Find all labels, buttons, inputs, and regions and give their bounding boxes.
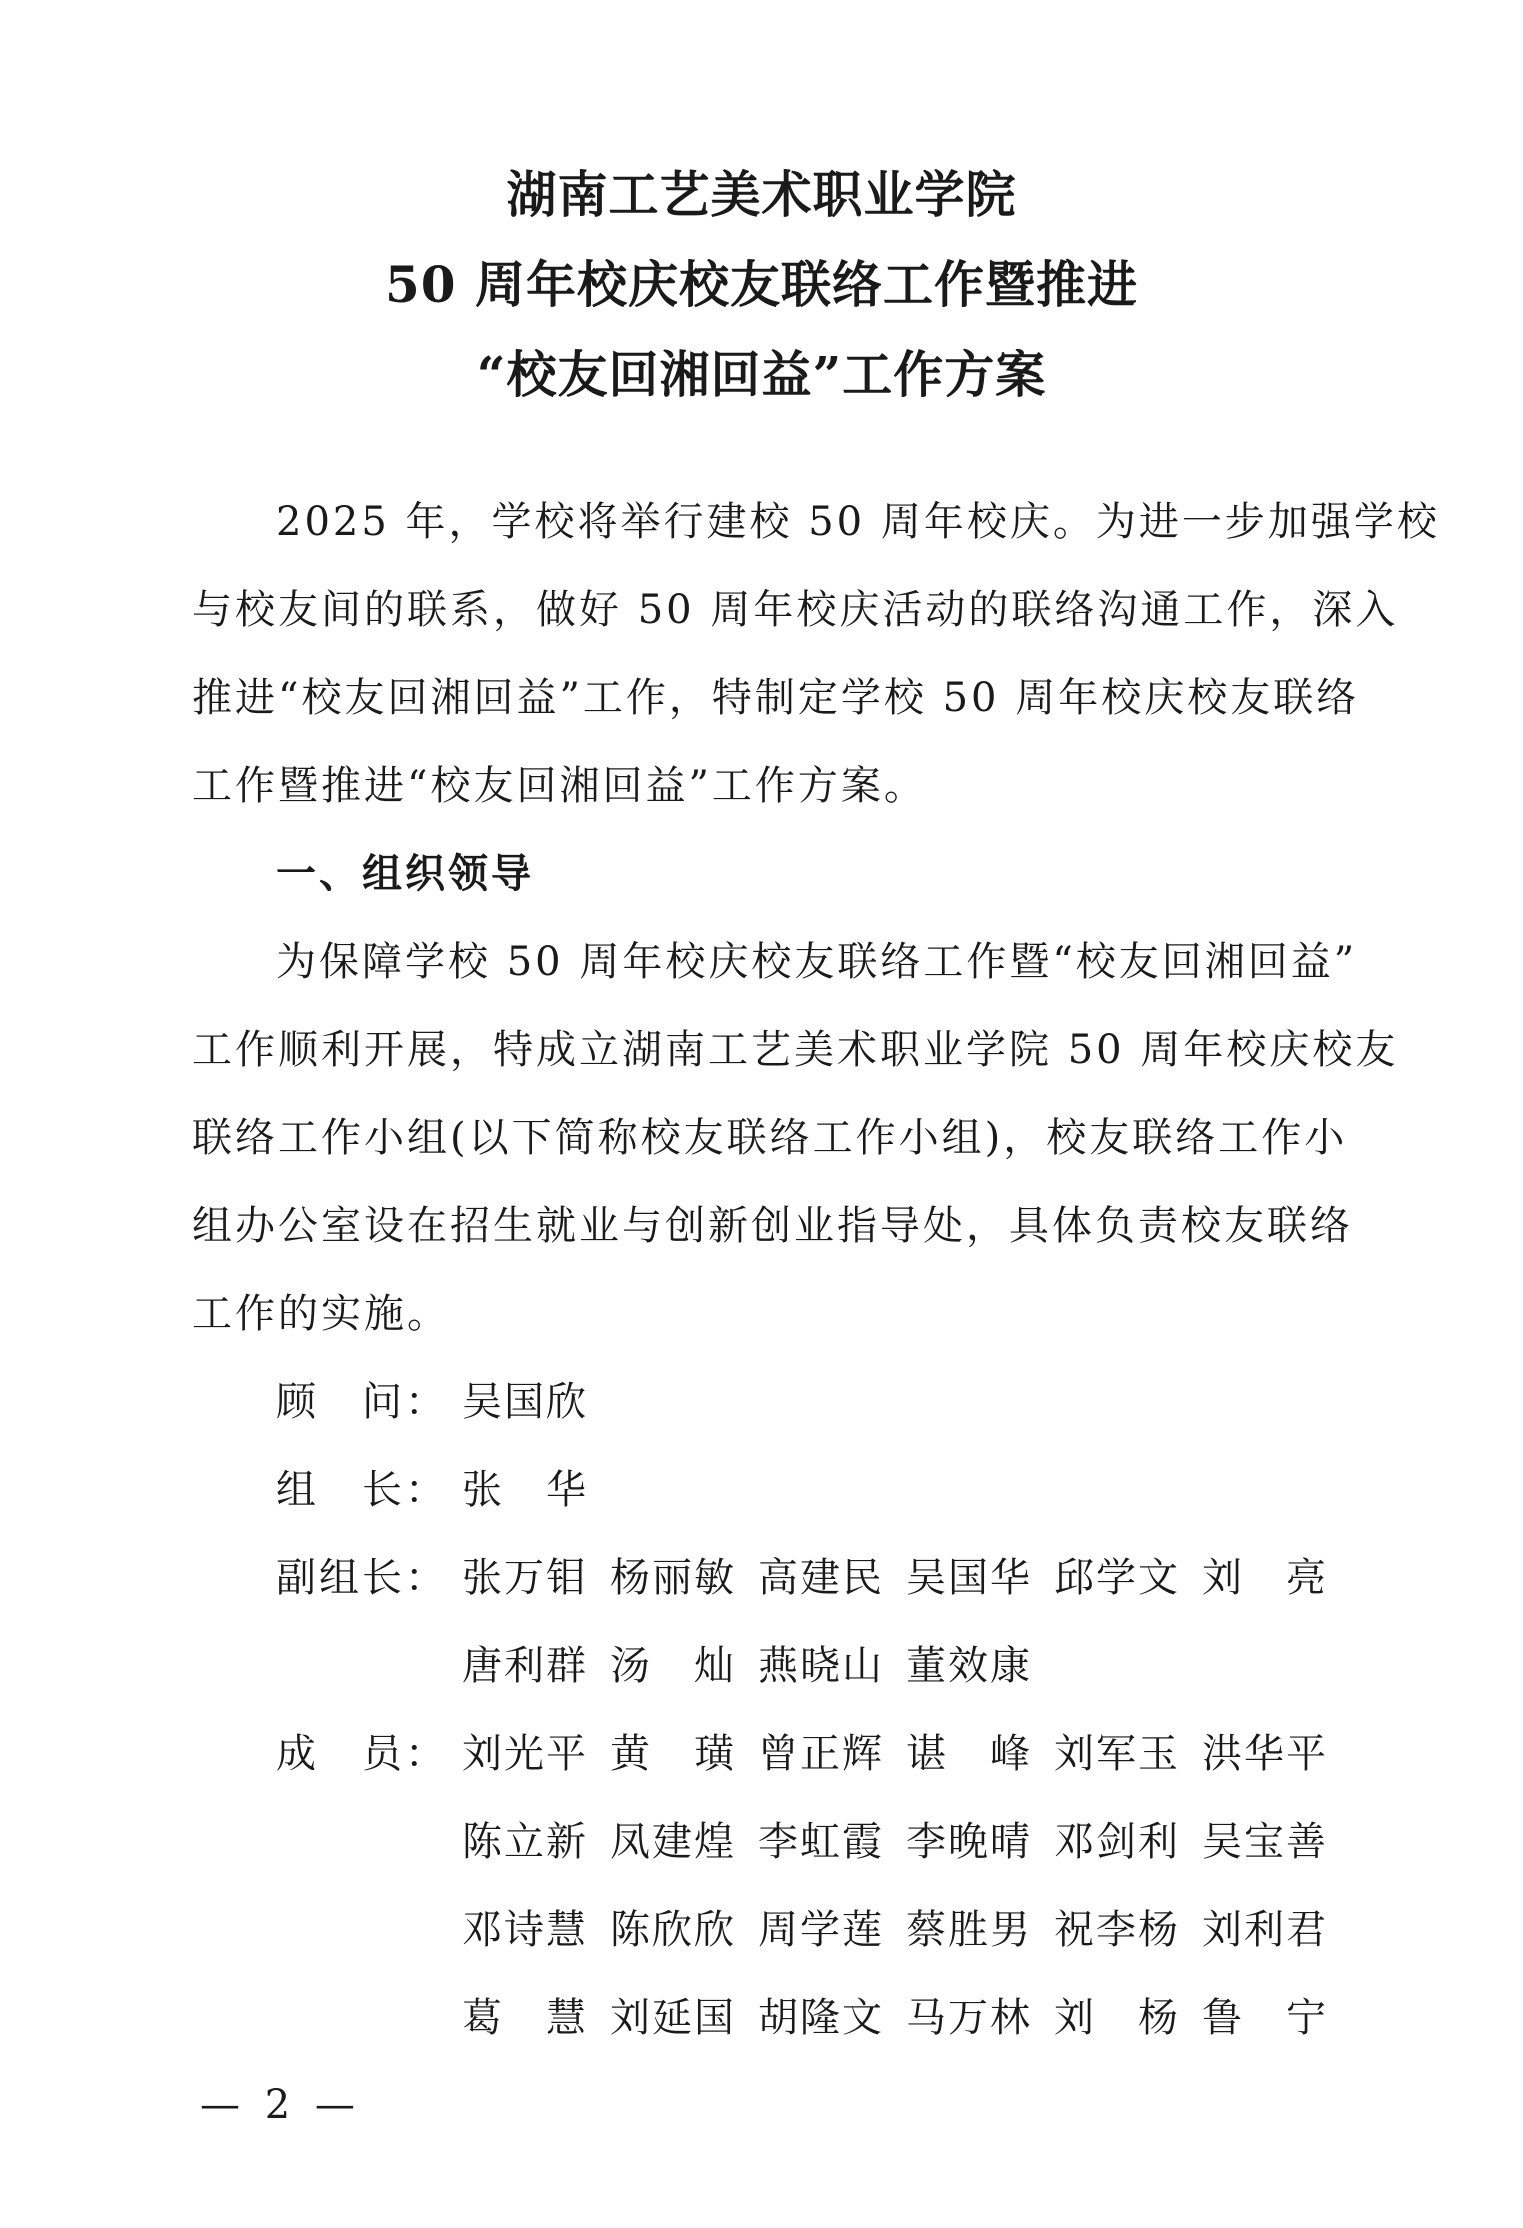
member-names-3: [462, 1886, 1350, 1974]
members-row-2: [192, 1798, 1342, 1886]
deputy-name: 汤 灿: [610, 1643, 736, 1689]
member-name: 李虹霞: [758, 1819, 884, 1865]
section-heading: 一、组织领导: [276, 851, 534, 897]
member-name: 陈欣欣: [610, 1907, 736, 1953]
title-line-2: 50 周年校庆校友联络工作暨推进: [385, 255, 1138, 314]
leader-label: 组 长：: [276, 1467, 448, 1513]
member-names-2: [462, 1798, 1350, 1886]
member-name: 祝李杨: [1054, 1907, 1180, 1953]
deputy-names-1: [462, 1534, 1350, 1622]
advisor-row: [192, 1358, 1342, 1446]
member-name: 刘军玉: [1054, 1731, 1180, 1777]
members-label: 成 员：: [276, 1731, 448, 1777]
member-name: 黄 璜: [610, 1731, 736, 1777]
member-name: 马万林: [906, 1995, 1032, 2041]
deputy-names-2: [462, 1622, 1054, 1710]
deputy-name: 董效康: [906, 1643, 1032, 1689]
section-line-3: 联络工作小组(以下简称校友联络工作小组)，校友联络工作小: [192, 1115, 1348, 1161]
deputy-row-1: [192, 1534, 1342, 1622]
member-name: 鲁 宁: [1202, 1995, 1328, 2041]
deputy-name: 刘 亮: [1202, 1555, 1328, 1601]
member-name: 蔡胜男: [906, 1907, 1032, 1953]
member-name: 邓诗慧: [462, 1907, 588, 1953]
intro-line-1: 2025 年，学校将举行建校 50 周年校庆。为进一步加强学校: [276, 499, 1440, 545]
member-name: 邓剑利: [1054, 1819, 1180, 1865]
leader-name: 张 华: [462, 1467, 588, 1513]
section-line-5: 工作的实施。: [192, 1291, 450, 1337]
title-line-3: “校友回湘回益”工作方案: [476, 345, 1047, 404]
advisor-label: 顾 问：: [276, 1379, 448, 1425]
intro-line-4: 工作暨推进“校友回湘回益”工作方案。: [192, 763, 927, 809]
member-name: 谌 峰: [906, 1731, 1032, 1777]
leader-row: [192, 1446, 1342, 1534]
member-names-1: [462, 1710, 1350, 1798]
members-row-4: [192, 1974, 1342, 2062]
member-name: 刘光平: [462, 1731, 588, 1777]
section-line-2: 工作顺利开展，特成立湖南工艺美术职业学院 50 周年校庆校友: [192, 1027, 1399, 1073]
deputy-name: 杨丽敏: [610, 1555, 736, 1601]
page-number: — 2 —: [200, 2082, 361, 2128]
member-name: 刘 杨: [1054, 1995, 1180, 2041]
deputy-name: 邱学文: [1054, 1555, 1180, 1601]
advisor-name: 吴国欣: [462, 1379, 588, 1425]
member-name: 周学莲: [758, 1907, 884, 1953]
document-body: [192, 478, 1440, 2062]
section-line-1: 为保障学校 50 周年校庆校友联络工作暨“校友回湘回益”: [276, 939, 1358, 985]
document-title: [0, 150, 1523, 420]
member-name: 凤建煌: [610, 1819, 736, 1865]
title-line-1: 湖南工艺美术职业学院: [506, 165, 1017, 224]
member-name: 葛 慧: [462, 1995, 588, 2041]
intro-line-3: 推进“校友回湘回益”工作，特制定学校 50 周年校庆校友联络: [192, 675, 1360, 721]
deputy-name: 燕晓山: [758, 1643, 884, 1689]
deputy-label: 副组长：: [276, 1555, 448, 1601]
deputy-row-2: [192, 1622, 1342, 1710]
member-name: 刘利君: [1202, 1907, 1328, 1953]
members-row-3: [192, 1886, 1342, 1974]
deputy-name: 张万钼: [462, 1555, 588, 1601]
member-name: 吴宝善: [1202, 1819, 1328, 1865]
intro-line-2: 与校友间的联系，做好 50 周年校庆活动的联络沟通工作，深入: [192, 587, 1399, 633]
member-name: 曾正辉: [758, 1731, 884, 1777]
section-line-4: 组办公室设在招生就业与创新创业指导处，具体负责校友联络: [192, 1203, 1353, 1249]
member-name: 刘延国: [610, 1995, 736, 2041]
members-row-1: [192, 1710, 1342, 1798]
deputy-name: 唐利群: [462, 1643, 588, 1689]
member-name: 李晚晴: [906, 1819, 1032, 1865]
deputy-name: 高建民: [758, 1555, 884, 1601]
deputy-name: 吴国华: [906, 1555, 1032, 1601]
member-name: 洪华平: [1202, 1731, 1328, 1777]
member-names-4: [462, 1974, 1350, 2062]
member-name: 胡隆文: [758, 1995, 884, 2041]
member-name: 陈立新: [462, 1819, 588, 1865]
